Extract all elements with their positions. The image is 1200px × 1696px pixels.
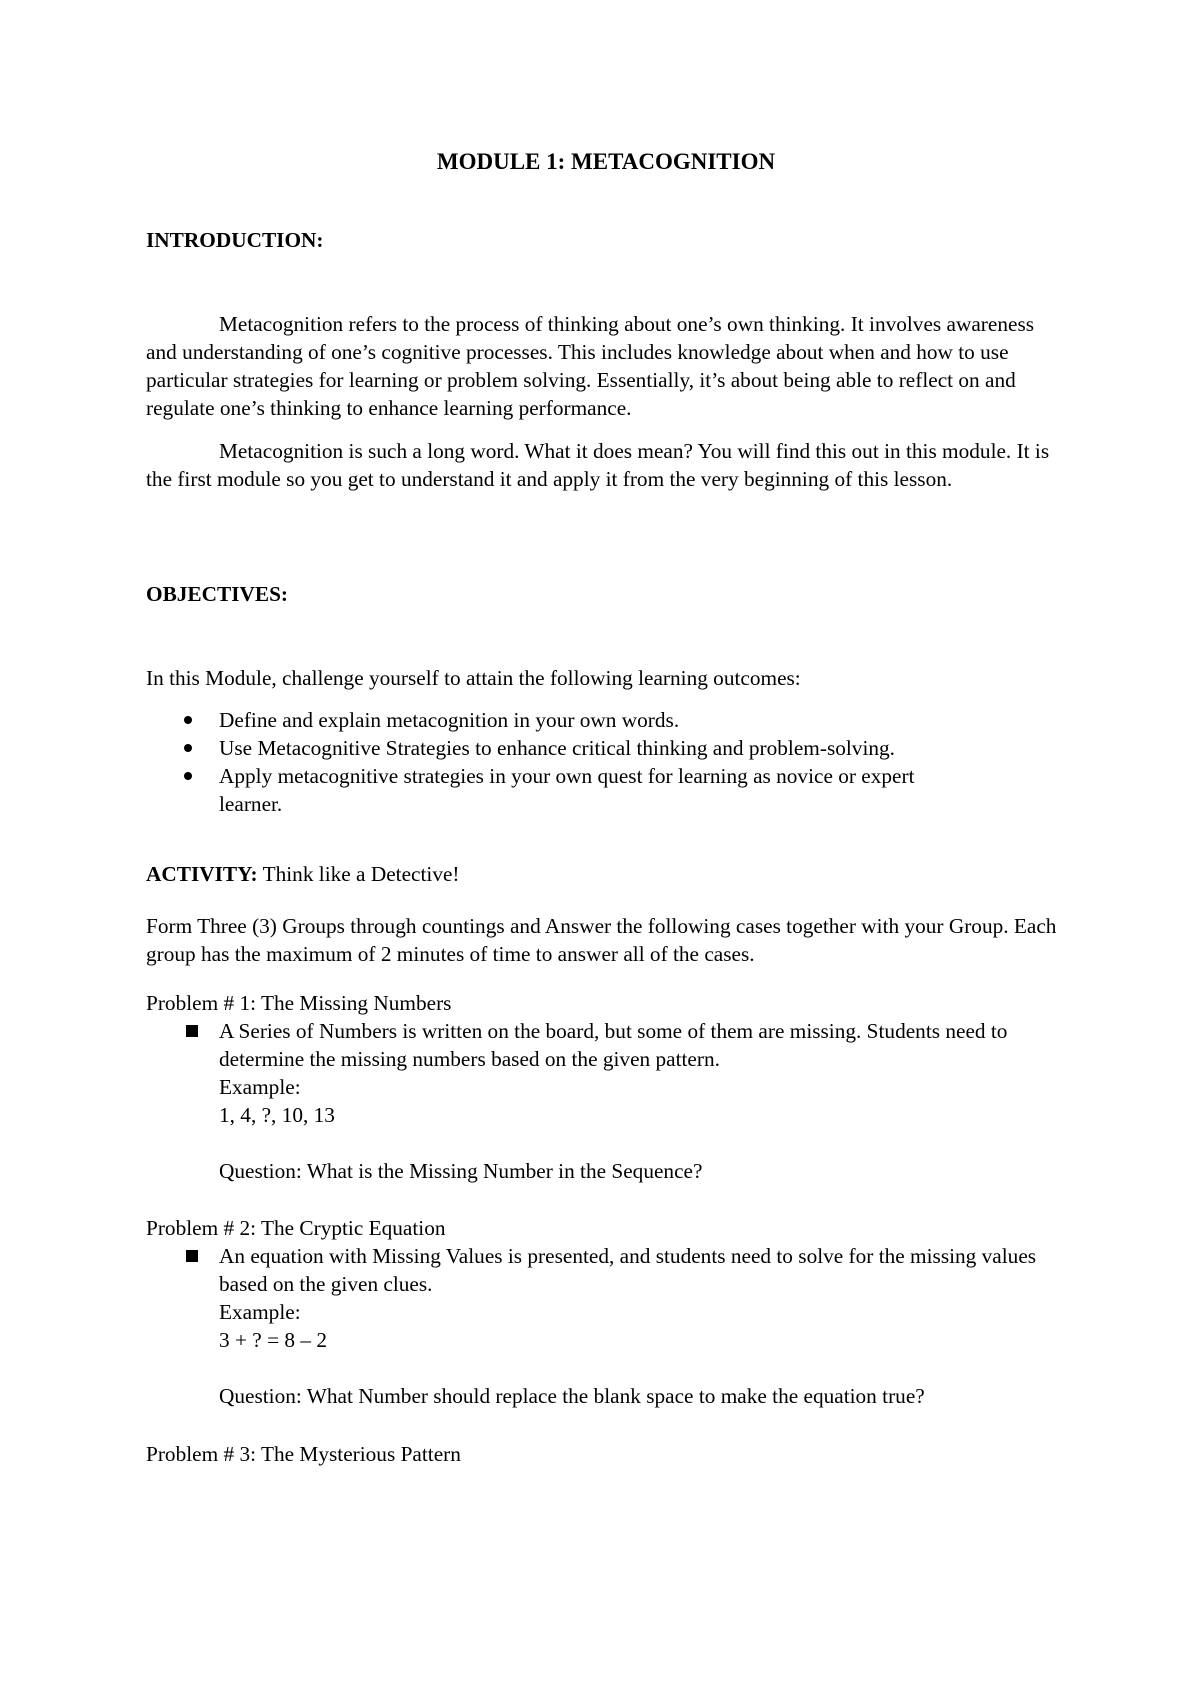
- introduction-paragraph-1: Metacognition refers to the process of thinking about one’s own thinking. It involves awareness and understanding of one’s cognitive processes. This includes knowledge about when and how to use particular strategies for learning or problem solving. Essentially, it’s about being able to reflect on and regulate one’s thinking to enhance learning performance.: [146, 312, 1035, 420]
- introduction-heading: INTRODUCTION:: [146, 228, 324, 252]
- problem-description: An equation with Missing Values is presented, and students need to solve for the missing values based on the given clues.: [219, 1244, 1037, 1296]
- objective-text: Use Metacognitive Strategies to enhance critical thinking and problem-solving.: [219, 736, 895, 760]
- problem-1: [146, 989, 1066, 1185]
- introduction-paragraph-2: Metacognition is such a long word. What it does mean? You will find this out in this module. It is the first module so you get to understand it and apply it from the very beginning of this lesson.: [146, 439, 1050, 491]
- bullet-dot-icon: [184, 772, 192, 780]
- objective-text: Define and explain metacognition in your own words.: [219, 708, 680, 732]
- bullet-dot-icon: [184, 716, 192, 724]
- example-label: Example:: [219, 1300, 301, 1324]
- problem-2: [146, 1214, 1066, 1410]
- activity-name: Think like a Detective!: [257, 862, 460, 886]
- objective-text: Apply metacognitive strategies in your own quest for learning as novice or expert learner.: [219, 764, 915, 816]
- square-bullet-icon: [186, 1025, 198, 1037]
- objectives-heading: OBJECTIVES:: [146, 582, 289, 606]
- list-item: [146, 762, 1066, 818]
- objectives-lead: In this Module, challenge yourself to attain the following learning outcomes:: [146, 666, 801, 690]
- list-item: [146, 734, 1066, 762]
- problem-description: A Series of Numbers is written on the board, but some of them are missing. Students need to determine the missing numbers based on the given pattern.: [219, 1019, 1008, 1071]
- problem-question: Question: What is the Missing Number in the Sequence?: [219, 1159, 703, 1183]
- square-bullet-icon: [186, 1250, 198, 1262]
- problem-title: Problem # 3: The Mysterious Pattern: [146, 1442, 461, 1466]
- example-value: 1, 4, ?, 10, 13: [219, 1103, 335, 1127]
- problem-body: [146, 1242, 1066, 1410]
- problem-body: [146, 1017, 1066, 1185]
- objectives-list: [146, 706, 1066, 818]
- bullet-dot-icon: [184, 744, 192, 752]
- list-item: [146, 706, 1066, 734]
- module-title: MODULE 1: METACOGNITION: [436, 149, 776, 174]
- activity-label: ACTIVITY:: [146, 862, 258, 886]
- problem-title: Problem # 1: The Missing Numbers: [146, 991, 452, 1015]
- problem-question: Question: What Number should replace the blank space to make the equation true?: [219, 1384, 925, 1408]
- activity-line: [146, 860, 460, 888]
- problem-title: Problem # 2: The Cryptic Equation: [146, 1216, 446, 1240]
- problem-3: [146, 1440, 1066, 1468]
- activity-instructions: Form Three (3) Groups through countings and Answer the following cases together with your Group. Each group has the maximum of 2 minutes of time to answer all of the cases.: [146, 914, 1057, 966]
- example-label: Example:: [219, 1075, 301, 1099]
- example-value: 3 + ? = 8 – 2: [219, 1328, 328, 1352]
